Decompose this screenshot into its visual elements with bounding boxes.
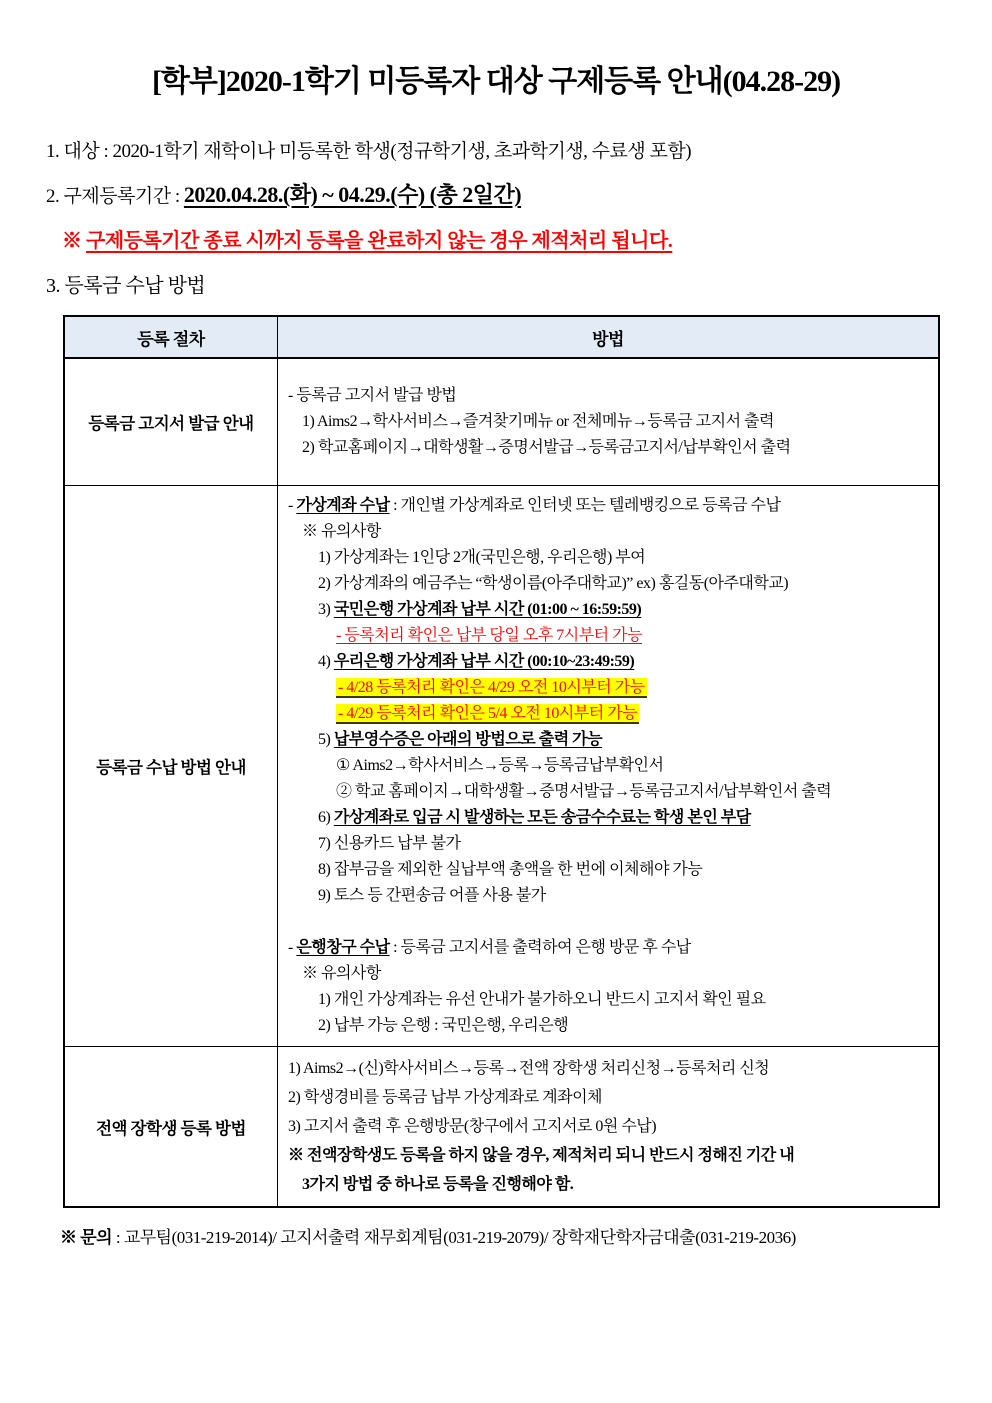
intro-section: [46, 136, 954, 298]
table-line: [278, 675, 934, 701]
table-line: 2) 학교홈페이지→대학생활→증명서발급→등록금고지서/납부확인서 출력: [302, 439, 791, 456]
row-label-full-scholarship: 전액 장학생 등록 방법: [64, 1047, 278, 1208]
table-line: [278, 805, 934, 831]
dash-mark: -: [288, 939, 297, 956]
list-number: 3): [318, 601, 334, 618]
table-line: 7) 신용카드 납부 불가: [318, 835, 461, 852]
table-line: ※ 유의사항: [302, 523, 381, 540]
table-line: ① Aims2→학사서비스→등록→등록금납부확인서: [336, 757, 664, 774]
header-cell-method: 방법: [278, 316, 940, 358]
table-line: 1) 가상계좌는 1인당 2개(국민은행, 우리은행) 부여: [318, 549, 646, 566]
table-line: ② 학교 홈페이지→대학생활→증명서발급→등록금고지서/납부확인서 출력: [336, 783, 832, 800]
bank-counter-title: 은행창구 수납: [296, 939, 390, 956]
contact-footer: [60, 1223, 992, 1248]
table-line: 2) 가상계좌의 예금주는 “학생이름(아주대학교)” ex) 홍길동(아주대학교): [318, 575, 789, 592]
spacer-line: [278, 909, 934, 935]
intro-warning-line: [62, 224, 954, 253]
list-number: 5): [318, 731, 334, 748]
intro-method-line: 3. 등록금 수납 방법: [46, 275, 206, 297]
table-line: 8) 잡부금을 제외한 실납부액 총액을 한 번에 이체해야 가능: [318, 861, 703, 878]
row-content-full-scholarship: [278, 1047, 940, 1208]
intro-period-line: [46, 178, 954, 209]
period-prefix: 2. 구제등록기간 :: [46, 186, 184, 207]
table-line: ※ 전액장학생도 등록을 하지 않을 경우, 제적처리 되니 반드시 정해진 기간 내: [288, 1147, 795, 1164]
dash-mark: -: [288, 497, 297, 514]
bank-counter-desc: : 등록금 고지서를 출력하여 은행 방문 후 수납: [389, 939, 691, 956]
footer-contacts: : 교무팀(031-219-2014)/ 고지서출력 재무회계팀(031-219-2079)/ 장학재단학자금대출(031-219-2036): [112, 1228, 796, 1247]
table-row-payment-method: [64, 486, 939, 1047]
warning-mark: ※: [62, 230, 86, 252]
page-title: [학부]2020-1학기 미등록자 대상 구제등록 안내(04.28-29): [151, 65, 841, 98]
row-label-bill-issue: 등록금 고지서 발급 안내: [64, 358, 278, 486]
table-line: 1) 개인 가상계좌는 유선 안내가 불가하오니 반드시 고지서 확인 필요: [318, 991, 766, 1008]
footer-label: 문의: [80, 1228, 113, 1247]
table-line: [278, 701, 934, 727]
row-label-payment-method: 등록금 수납 방법 안내: [64, 486, 278, 1047]
list-number: 4): [318, 653, 334, 670]
table-line: 3) 고지서 출력 후 은행방문(창구에서 고지서로 0원 수납): [288, 1118, 657, 1135]
table-row-full-scholarship: [64, 1047, 939, 1208]
highlight-note-429: - 4/29 등록처리 확인은 5/4 오전 10시부터 가능: [338, 705, 638, 722]
table-row-bill-issue: [64, 358, 939, 486]
receipt-print-title: 납부영수증은 아래의 방법으로 출력 가능: [333, 731, 603, 748]
table-line: - 등록금 고지서 발급 방법: [288, 387, 457, 404]
woori-bank-time: 우리은행 가상계좌 납부 시간 (00:10~23:49:59): [333, 653, 635, 670]
row-content-payment-method: [278, 486, 940, 1047]
footer-mark: ※: [60, 1228, 81, 1247]
highlight-note-428: - 4/28 등록처리 확인은 4/29 오전 10시부터 가능: [338, 679, 645, 696]
table-line: [278, 623, 934, 649]
warning-text: 구제등록기간 종료 시까지 등록을 완료하지 않는 경우 제적처리 됩니다.: [86, 230, 673, 252]
table-line: [278, 935, 934, 961]
row-content-bill-issue: [278, 358, 940, 486]
table-line: 2) 학생경비를 등록금 납부 가상계좌로 계좌이체: [288, 1089, 602, 1106]
table-line: 9) 토스 등 간편송금 어플 사용 불가: [318, 887, 546, 904]
table-line: 3가지 방법 중 하나로 등록을 진행해야 함.: [302, 1176, 574, 1193]
table-line: 1) Aims2→학사서비스→즐겨찾기메뉴 or 전체메뉴→등록금 고지서 출력: [302, 413, 774, 430]
table-line: ※ 유의사항: [302, 965, 381, 982]
table-line: [278, 493, 934, 519]
table-header: [64, 316, 939, 358]
table-line: [278, 597, 934, 623]
fee-burden-note: 가상계좌로 입금 시 발생하는 모든 송금수수료는 학생 본인 부담: [333, 809, 751, 826]
kb-bank-time: 국민은행 가상계좌 납부 시간 (01:00 ~ 16:59:59): [333, 601, 642, 618]
intro-target-line: 1. 대상 : 2020-1학기 재학이나 미등록한 학생(정규학기생, 초과학기생, 수료생 포함): [46, 141, 692, 162]
virtual-account-title: 가상계좌 수납: [296, 497, 390, 514]
table-line: [278, 727, 934, 753]
kb-confirm-note: - 등록처리 확인은 납부 당일 오후 7시부터 가능: [336, 627, 643, 644]
table-line: [278, 649, 934, 675]
registration-method-table: [63, 315, 940, 1208]
header-cell-procedure: 등록 절차: [64, 316, 278, 358]
table-line: 1) Aims2→(신)학사서비스→등록→전액 장학생 처리신청→등록처리 신청: [288, 1060, 770, 1077]
list-number: 6): [318, 809, 334, 826]
period-value: 2020.04.28.(화) ~ 04.29.(수) (총 2일간): [183, 182, 522, 207]
table-line: 2) 납부 가능 은행 : 국민은행, 우리은행: [318, 1017, 569, 1034]
table-header-row: [64, 316, 939, 358]
virtual-account-desc: : 개인별 가상계좌로 인터넷 또는 텔레뱅킹으로 등록금 수납: [389, 497, 781, 514]
